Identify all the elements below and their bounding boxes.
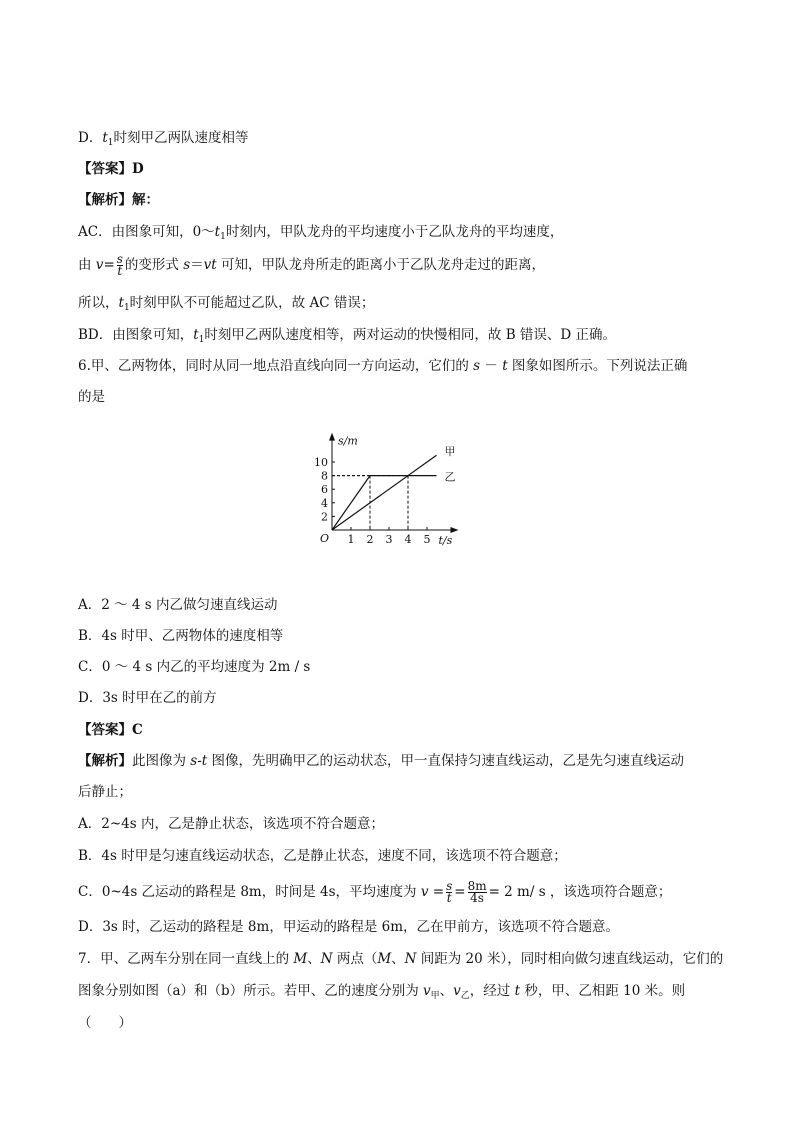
y-tick-label: 2 <box>321 510 328 524</box>
text: 、 <box>307 951 321 967</box>
y-tick-label: 4 <box>321 496 328 510</box>
text: 的变形式 <box>124 257 184 273</box>
option-prefix: D． <box>78 130 103 146</box>
var-t: t <box>214 224 221 240</box>
subscript: 1 <box>123 303 130 313</box>
analysis-tag: 【解析】解： <box>78 192 159 208</box>
y-axis-label: s/m <box>338 434 358 448</box>
x-tick-label: 1 <box>347 533 355 546</box>
subscript: 甲 <box>430 991 440 1001</box>
text: 两点（ <box>332 951 378 967</box>
equals: = <box>428 884 445 900</box>
q6-analysis-c <box>78 881 671 904</box>
q6-analysis-a: A．2~4s 内，乙是静止状态，该选项不符合题意； <box>78 816 384 832</box>
q7-stem-line1 <box>78 949 723 969</box>
q5-option-d <box>78 128 249 153</box>
denominator: t <box>446 891 452 905</box>
x-tick-label: 3 <box>385 533 393 546</box>
numerator: 8m <box>467 879 487 893</box>
text: 6.甲、乙两物体，同时从同一地点沿直线向同一方向运动，它们的 <box>78 358 474 374</box>
text: 、 <box>439 983 454 999</box>
q6-stem-line2: 的是 <box>78 389 105 405</box>
q7-answer-blank: （ ） <box>78 1015 132 1031</box>
var-n: N <box>320 951 333 967</box>
var-vt: vt <box>203 257 217 273</box>
var-s: s <box>183 257 191 273</box>
x-axis-arrow <box>451 527 459 533</box>
var-v: v <box>420 884 429 900</box>
var-v: v <box>95 257 104 273</box>
origin-label: O <box>320 532 330 545</box>
q7-stem-line2 <box>78 981 685 1006</box>
fraction-8m-over-4s <box>468 881 487 904</box>
dash: － <box>480 358 503 374</box>
analysis-tag: 【解析】 <box>78 753 132 769</box>
text: 时刻甲乙两队速度相等，两对运动的快慢相同，故 B 错误、D 正确。 <box>204 327 617 343</box>
x-tick-label: 2 <box>366 533 374 546</box>
series-line-jia <box>332 455 437 530</box>
q5-analysis-so <box>78 293 374 318</box>
var-st: s-t <box>190 753 208 769</box>
text: 7．甲、乙两车分别在同一直线上的 <box>78 951 294 967</box>
text: 图象如图所示。下列说法正确 <box>507 358 688 374</box>
equals: = <box>454 884 466 900</box>
text: 所以， <box>78 295 119 311</box>
var-t: t <box>514 983 521 999</box>
q5-analysis-bd <box>78 325 616 350</box>
text: ，经过 <box>469 983 515 999</box>
q6-option-a: A．2 ～ 4 s 内乙做匀速直线运动 <box>78 597 278 613</box>
text: 时刻内，甲队龙舟的平均速度小于乙队龙舟的平均速度， <box>225 224 564 240</box>
q6-option-d: D．3s 时甲在乙的前方 <box>78 690 217 706</box>
subscript: 1 <box>220 232 226 242</box>
var-t: t <box>118 295 124 311</box>
text: 时刻甲队不可能超过乙队，故 AC 错误； <box>129 295 375 311</box>
st-chart <box>310 418 490 558</box>
equals: = <box>103 257 115 273</box>
denominator: t <box>117 264 123 278</box>
q6-option-c: C．0 ～ 4 s 内乙的平均速度为 2m / s <box>78 659 311 675</box>
q5-analysis-formula <box>78 254 545 277</box>
subscript: 乙 <box>460 991 470 1001</box>
var-s: s <box>473 358 481 374</box>
fraction-s-over-t <box>446 881 452 904</box>
y-tick-label: 8 <box>321 469 328 483</box>
var-m: M <box>293 951 308 967</box>
x-tick-label: 5 <box>423 533 431 546</box>
series-label-yi: 乙 <box>444 470 456 484</box>
var-n: N <box>404 951 417 967</box>
subscript: 1 <box>198 335 205 345</box>
subscript: 1 <box>107 138 114 148</box>
fraction-s-over-t <box>117 254 123 277</box>
text: 图像，先明确甲乙的运动状态，甲一直保持匀速直线运动，乙是先匀速直线运动 <box>207 753 685 769</box>
text: = 2 m/ s ，该选项符合题意； <box>488 884 672 900</box>
var-t: t <box>102 130 108 146</box>
text: AC．由图象可知，0～ <box>78 224 215 240</box>
denominator: 4s <box>470 891 484 905</box>
text: 图象分别如图（a）和（b）所示。若甲、乙的速度分别为 <box>78 983 423 999</box>
x-axis-label: t/s <box>438 534 453 547</box>
series-line-yi <box>332 476 437 530</box>
q6-option-b: B．4s 时甲、乙两物体的速度相等 <box>78 628 284 644</box>
q5-analysis-ac <box>78 222 563 247</box>
text: 可知，甲队龙舟所走的距离小于乙队龙舟走过的距离， <box>216 257 546 273</box>
text: 此图像为 <box>132 753 191 769</box>
numerator: s <box>446 879 453 893</box>
var-v: v <box>422 983 431 999</box>
q6-analysis-b: B．4s 时甲是匀速直线运动状态，乙是静止状态，速度不同，该选项不符合题意； <box>78 848 567 864</box>
numerator: s <box>116 252 123 266</box>
var-t: t <box>193 327 199 343</box>
var-t: t <box>502 358 508 374</box>
text: BD．由图象可知， <box>78 327 194 343</box>
q6-stem-line1 <box>78 356 687 376</box>
var-v: v <box>453 983 461 999</box>
text: C．0~4s 乙运动的路程是 8m，时间是 4s，平均速度为 <box>78 884 421 900</box>
text: 秒，甲、乙相距 10 米。则 <box>520 983 686 999</box>
y-tick-label: 10 <box>314 456 328 469</box>
y-axis-arrow <box>329 433 335 441</box>
x-tick-label: 4 <box>404 533 412 546</box>
q6-analysis-d: D．3s 时，乙运动的路程是 8m，甲运动的路程是 6m，乙在甲前方，该选项不符合题意。 <box>78 919 619 935</box>
text: 间距为 20 米），同时相向做匀速直线运动，它们的 <box>416 951 724 967</box>
q5-answer: 【答案】D <box>78 161 144 177</box>
series-label-jia: 甲 <box>444 445 456 459</box>
option-text: 时刻甲乙两队速度相等 <box>113 130 249 146</box>
text: 由 <box>78 257 96 273</box>
q6-analysis-line1 <box>78 751 684 771</box>
q6-analysis-line2: 后静止； <box>78 784 132 800</box>
equals: ＝ <box>190 257 204 273</box>
var-m: M <box>377 951 392 967</box>
q5-analysis-heading <box>78 190 159 210</box>
y-tick-label: 6 <box>321 483 328 497</box>
text: 、 <box>391 951 405 967</box>
q6-answer: 【答案】C <box>78 722 143 738</box>
